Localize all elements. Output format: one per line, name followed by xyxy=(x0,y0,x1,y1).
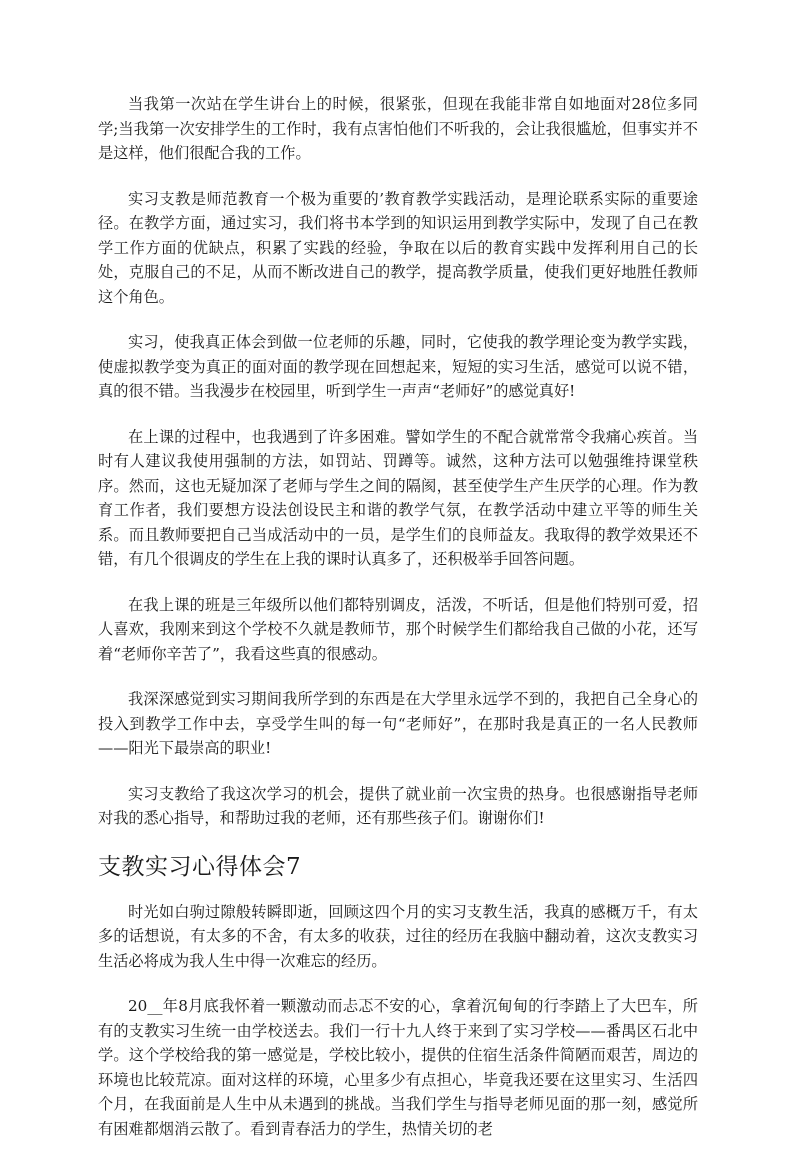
paragraph-7: 实习支教给了我这次学习的机会，提供了就业前一次宝贵的热身。也很感谢指导老师对我的悉心指导，和帮助过我的老师，还有那些孩子们。谢谢你们! xyxy=(98,784,698,827)
paragraph-9: 20__年8月底我怀着一颗激动而忐忑不安的心，拿着沉甸甸的行李踏上了大巴车，所有的支教实习生统一由学校送去。我们一行十九人终于来到了实习学校——番禺区石北中学。这个学校给我的第一感觉是，学校比较小，提供的住宿生活条件简陋而艰苦，周边的环境也比较荒凉。面对这样的环境，心里多少有点担心，毕竟我还要在这里实习、生活四个月，在我面前是人生中从未遇到的挑战。当我们学生与指导老师见面的那一刻，感觉所有困难都烟消云散了。看到青春活力的学生，热情关切的老 xyxy=(98,997,698,1138)
paragraph-2: 实习支教是师范教育一个极为重要的’教育教学实践活动，是理论联系实际的重要途径。在教学方面，通过实习，我们将书本学到的知识运用到教学实际中，发现了自己在教学工作方面的优缺点，积累了实践的经验，争取在以后的教育实践中发挥利用自己的长处，克服自己的不足，从而不断改进自己的教学，提高教学质量，使我们更好地胜任教师这个角色。 xyxy=(98,189,698,306)
section-heading: 支教实习心得体会7 xyxy=(98,853,302,880)
paragraph-4: 在上课的过程中，也我遇到了许多困难。譬如学生的不配合就常常令我痛心疾首。当时有人建议我使用强制的方法，如罚站、罚蹲等。诚然，这种方法可以勉强维持课堂秩序。然而，这也无疑加深了老师与学生之间的隔阂，甚至使学生产生厌学的心理。作为教育工作者，我们要想方设法创设民主和谐的教学气氛，在教学活动中建立平等的师生关系。而且教师要把自己当成活动中的一员，是学生们的良师益友。我取得的教学效果还不错，有几个很调皮的学生在上我的课时认真多了，还积极举手回答问题。 xyxy=(98,427,698,568)
paragraph-1: 当我第一次站在学生讲台上的时候，很紧张，但现在我能非常自如地面对28位多同学;当我第一次安排学生的工作时，我有点害怕他们不听我的，会让我很尴尬，但事实并不是这样，他们很配合我的工作。 xyxy=(98,95,698,162)
paragraph-5: 在我上课的班是三年级所以他们都特别调皮，活泼，不听话，但是他们特别可爱，招人喜欢，我刚来到这个学校不久就是教师节，那个时候学生们都给我自己做的小花，还写着“老师你辛苦了”，我看这些真的很感动。 xyxy=(98,595,698,663)
document-page xyxy=(98,92,698,1162)
paragraph-6: 我深深感觉到实习期间我所学到的东西是在大学里永远学不到的，我把自己全身心的投入到教学工作中去，享受学生叫的每一句“老师好”，在那时我是真正的一名人民教师——阳光下最崇高的职业! xyxy=(98,690,698,757)
paragraph-3: 实习，使我真正体会到做一位老师的乐趣，同时，它使我的教学理论变为教学实践，使虚拟教学变为真正的面对面的教学现在回想起来，短短的实习生活，感觉可以说不错，真的很不错。当我漫步在校园里，听到学生一声声“老师好”的感觉真好! xyxy=(98,333,698,400)
paragraph-8: 时光如白驹过隙般转瞬即逝，回顾这四个月的实习支教生活，我真的感概万千，有太多的话想说，有太多的不舍，有太多的收获，过往的经历在我脑中翻动着，这次支教实习生活必将成为我人生中得一次难忘的经历。 xyxy=(98,902,698,970)
